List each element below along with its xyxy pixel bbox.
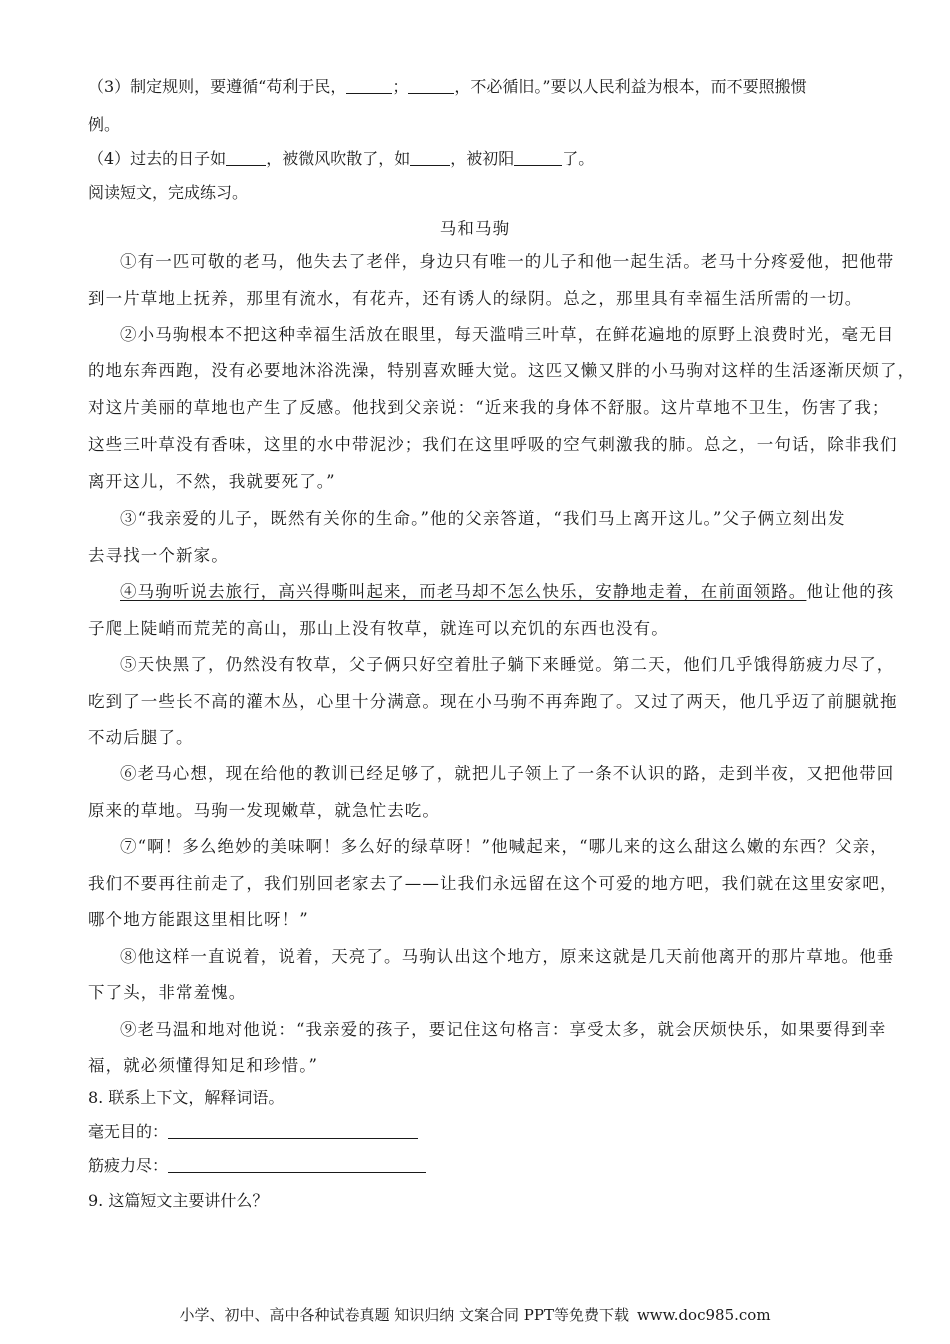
page-footer (0, 1305, 950, 1325)
passage-line: 这些三叶草没有香味，这里的水中带泥沙；我们在这里呼吸的空气刺激我的肺。总之，一句话，除非我们 (88, 435, 898, 454)
passage-line: ②小马驹根本不把这种幸福生活放在眼里，每天滥啃三叶草，在鲜花遍地的原野上浪费时光，毫无目 (120, 325, 895, 344)
answer-blank[interactable] (168, 1156, 426, 1173)
question-8-word-1: 毫无目的： (88, 1121, 878, 1143)
passage-line: 吃到了一些长不高的灌木丛，心里十分满意。现在小马驹不再奔跑了。又过了两天，他几乎迈了前腿就拖 (88, 692, 898, 711)
reading-instruction: 阅读短文，完成练习。 (88, 183, 249, 202)
passage-line: 对这片美丽的草地也产生了反感。他找到父亲说：“近来我的身体不舒服。这片草地不卫生，伤害了我； (88, 398, 890, 417)
passage-line: ④马驹听说去旅行，高兴得嘶叫起来，而老马却不怎么快乐，安静地走着，在前面领路。他让他的孩 (120, 582, 895, 601)
footer-text: 小学、初中、高中各种试卷真题 知识归纳 文案合同 PPT等免费下载 (179, 1306, 629, 1324)
passage-line: 到一片草地上抚养，那里有流水，有花卉，还有诱人的绿阴。总之，那里具有幸福生活所需的一切。 (88, 289, 863, 308)
underlined-sentence: ④马驹听说去旅行，高兴得嘶叫起来，而老马却不怎么快乐，安静地走着，在前面领路。 (120, 582, 807, 601)
answer-blank[interactable] (168, 1122, 418, 1139)
passage-line: ⑧他这样一直说着，说着，天亮了。马驹认出这个地方，原来这就是几天前他离开的那片草地。他垂 (120, 947, 895, 966)
question-4: （4）过去的日子如 ，被微风吹散了，如 ，被初阳 了。 (88, 149, 595, 168)
passage-line: 原来的草地。马驹一发现嫩草，就急忙去吃。 (88, 801, 440, 820)
passage-line: 哪个地方能跟这里相比呀！” (88, 910, 309, 929)
passage-line: ①有一匹可敬的老马，他失去了老伴，身边只有唯一的儿子和他一起生活。老马十分疼爱他，把他带 (120, 252, 895, 271)
blank (408, 77, 454, 94)
footer-url[interactable]: www.doc985.com (636, 1306, 771, 1324)
passage-line: ⑤天快黑了，仍然没有牧草，父子俩只好空着肚子躺下来睡觉。第二天，他们几乎饿得筋疲力尽了， (120, 655, 895, 674)
passage-line: 去寻找一个新家。 (88, 546, 229, 565)
blank (226, 149, 266, 166)
passage-line: 下了头，非常羞愧。 (88, 983, 247, 1002)
passage-line: 的地东奔西跑，没有必要地沐浴洗澡，特别喜欢睡大觉。这匹又懒又胖的小马驹对这样的生活逐渐厌烦了， (88, 361, 916, 380)
passage-line: 我们不要再往前走了，我们别回老家去了——让我们永远留在这个可爱的地方吧，我们就在这里安家吧， (88, 874, 898, 893)
blank (410, 149, 450, 166)
blank (346, 77, 392, 94)
passage-line: ⑨老马温和地对他说：“我亲爱的孩子，要记住这句格言：享受太多，就会厌烦快乐，如果要得到幸 (120, 1020, 887, 1039)
question-9: 9. 这篇短文主要讲什么？ (88, 1191, 269, 1210)
passage-line: ③“我亲爱的儿子，既然有关你的生命。”他的父亲答道，“我们马上离开这儿。”父子俩立刻出发 (120, 509, 846, 528)
blank (514, 149, 562, 166)
question-3-line-2: 例。 (88, 115, 121, 134)
passage-line: ⑥老马心想，现在给他的教训已经足够了，就把儿子领上了一条不认识的路，走到半夜，又把他带回 (120, 764, 895, 783)
passage-line: 福，就必须懂得知足和珍惜。” (88, 1056, 319, 1075)
passage-line: ⑦“啊！多么绝妙的美味啊！多么好的绿草呀！”他喊起来，“哪儿来的这么甜这么嫩的东西？父亲， (120, 837, 888, 856)
question-3-line-1: （3）制定规则，要遵循“苟利于民， ； ，不必循旧。”要以人民利益为根本，而不要照搬惯 (88, 77, 807, 96)
passage-line: 不动后腿了。 (88, 728, 194, 747)
passage-line: 子爬上陡峭而荒芜的高山，那山上没有牧草，就连可以充饥的东西也没有。 (88, 619, 669, 638)
question-8-word-2: 筋疲力尽： (88, 1155, 878, 1177)
passage-line: 离开这儿，不然，我就要死了。” (88, 472, 336, 491)
passage-title: 马和马驹 (439, 219, 511, 238)
question-8: 8. 联系上下文，解释词语。 (88, 1088, 285, 1107)
